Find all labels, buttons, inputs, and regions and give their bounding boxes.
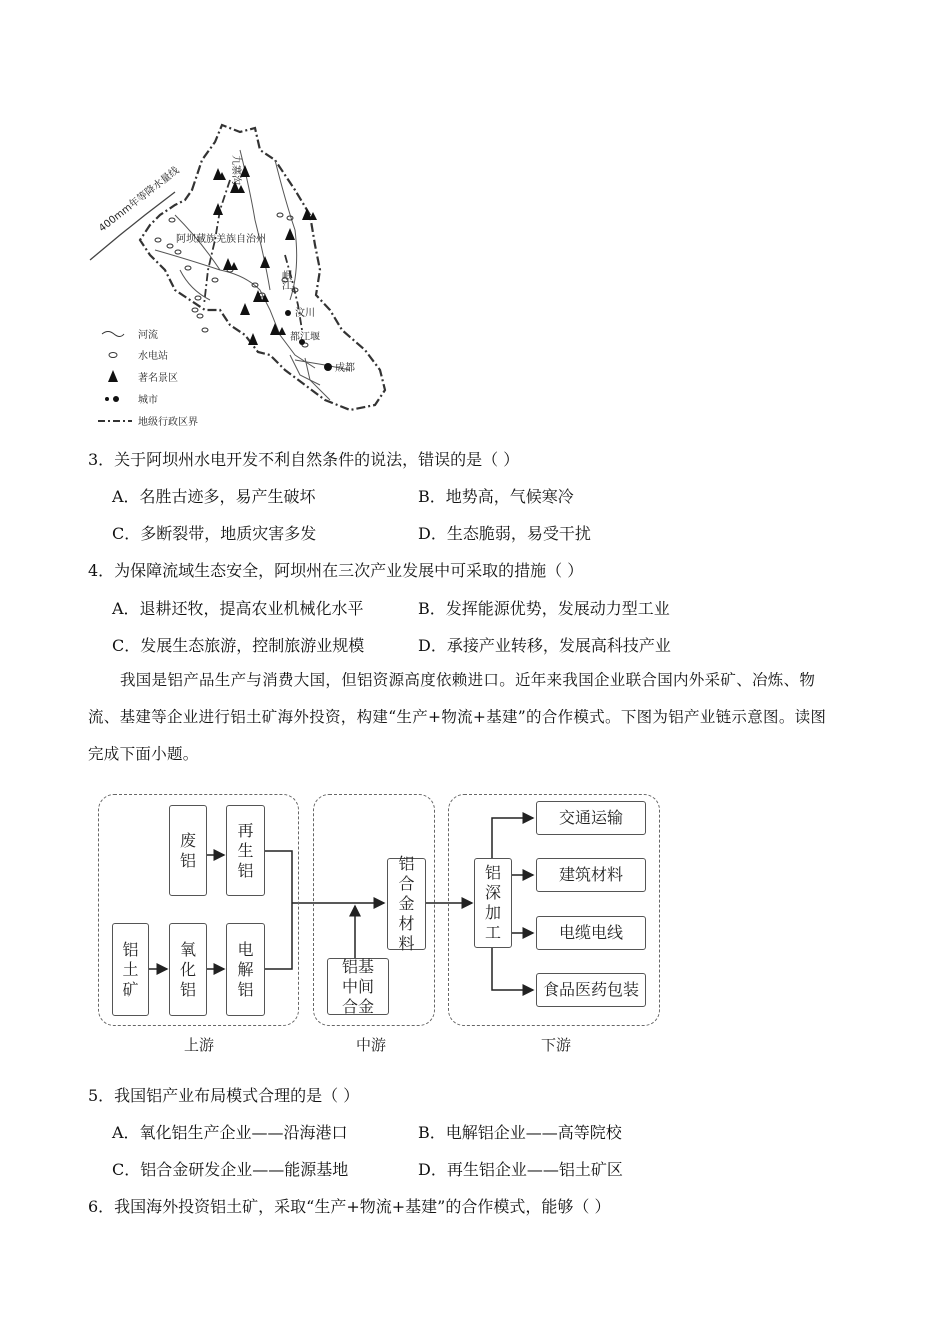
q5-option-d[interactable]: D．再生铝企业——铝土矿区 bbox=[418, 1160, 623, 1179]
city-dujiangyan: 都江堰 bbox=[290, 332, 320, 343]
alumina-box: 氧化铝 bbox=[169, 923, 207, 1016]
master-alloy-box: 铝基中间合金 bbox=[327, 958, 389, 1015]
upstream-caption: 上游 bbox=[184, 1036, 215, 1054]
use-building-box: 建筑材料 bbox=[536, 858, 646, 892]
hydropower-icon bbox=[109, 353, 117, 358]
svg-text:水电站: 水电站 bbox=[138, 351, 168, 362]
q4-option-c[interactable]: C．发展生态旅游，控制旅游业规模 bbox=[112, 636, 365, 655]
q3-option-a[interactable]: A．名胜古迹多，易产生破坏 bbox=[112, 487, 316, 506]
use-cable-box: 电缆电线 bbox=[536, 916, 646, 950]
midstream-caption: 中游 bbox=[356, 1036, 387, 1054]
use-transport-box: 交通运输 bbox=[536, 801, 646, 835]
city-dot-icon bbox=[105, 397, 109, 401]
city-wenchuan: 汶川 bbox=[295, 308, 315, 319]
river-line-icon bbox=[102, 332, 124, 337]
scrap-aluminum-box: 废铝 bbox=[169, 805, 207, 896]
svg-text:著名景区: 著名景区 bbox=[138, 373, 178, 384]
use-packaging-box: 食品医药包装 bbox=[536, 973, 646, 1007]
scenic-area-icon bbox=[108, 370, 118, 382]
svg-text:河流: 河流 bbox=[138, 330, 158, 341]
q4-option-d[interactable]: D．承接产业转移，发展高科技产业 bbox=[418, 636, 671, 655]
aluminum-alloy-material-box: 铝合金材料 bbox=[387, 858, 426, 950]
passage-line-1: 我国是铝产品生产与消费大国，但铝资源高度依赖进口。近年来我国企业联合国内外采矿、冶炼、物 bbox=[120, 671, 816, 689]
downstream-group bbox=[448, 794, 660, 1026]
deep-processing-box: 铝深加工 bbox=[474, 858, 512, 948]
q5-option-b[interactable]: B．电解铝企业——高等院校 bbox=[418, 1123, 622, 1142]
map-legend bbox=[98, 328, 198, 428]
scenic-label: 九寨沟 bbox=[230, 155, 241, 185]
city-chengdu: 成都 bbox=[335, 363, 355, 374]
passage-line-3: 完成下面小题。 bbox=[88, 745, 199, 763]
electrolytic-aluminum-box: 电解铝 bbox=[226, 923, 265, 1016]
bauxite-box: 铝土矿 bbox=[112, 923, 149, 1016]
region-label: 阿坝藏族羌族自治州 bbox=[176, 234, 266, 245]
upstream-group bbox=[98, 794, 299, 1026]
recycled-aluminum-box: 再生铝 bbox=[226, 805, 265, 896]
downstream-caption: 下游 bbox=[541, 1036, 572, 1054]
question-3-stem: 3．关于阿坝州水电开发不利自然条件的说法，错误的是（ ） bbox=[88, 450, 520, 469]
isohyet-label: 400mm年等降水量线 bbox=[97, 165, 182, 235]
svg-text:城市: 城市 bbox=[138, 395, 158, 406]
svg-text:地级行政区界: 地级行政区界 bbox=[138, 417, 198, 428]
q3-option-d[interactable]: D．生态脆弱，易受干扰 bbox=[418, 524, 591, 543]
aba-prefecture-map bbox=[80, 120, 400, 440]
passage-line-2: 流、基建等企业进行铝土矿海外投资，构建“生产+物流+基建”的合作模式。下图为铝产业链示意图。读图 bbox=[88, 708, 827, 726]
question-6-stem: 6．我国海外投资铝土矿，采取“生产+物流+基建”的合作模式，能够（ ） bbox=[88, 1197, 611, 1216]
q4-option-a[interactable]: A．退耕还牧，提高农业机械化水平 bbox=[112, 599, 364, 618]
question-5-stem: 5．我国铝产业布局模式合理的是（ ） bbox=[88, 1086, 360, 1105]
q4-option-b[interactable]: B．发挥能源优势，发展动力型工业 bbox=[418, 599, 670, 618]
q3-option-c[interactable]: C．多断裂带，地质灾害多发 bbox=[112, 524, 317, 543]
river-label: 岷江 bbox=[279, 270, 291, 290]
q3-option-b[interactable]: B．地势高，气候寒冷 bbox=[418, 487, 574, 506]
q5-option-c[interactable]: C．铝合金研发企业——能源基地 bbox=[112, 1160, 349, 1179]
q5-option-a[interactable]: A．氧化铝生产企业——沿海港口 bbox=[112, 1123, 348, 1142]
question-4-stem: 4．为保障流域生态安全，阿坝州在三次产业发展中可采取的措施（ ） bbox=[88, 561, 584, 580]
midstream-group bbox=[313, 794, 435, 1026]
